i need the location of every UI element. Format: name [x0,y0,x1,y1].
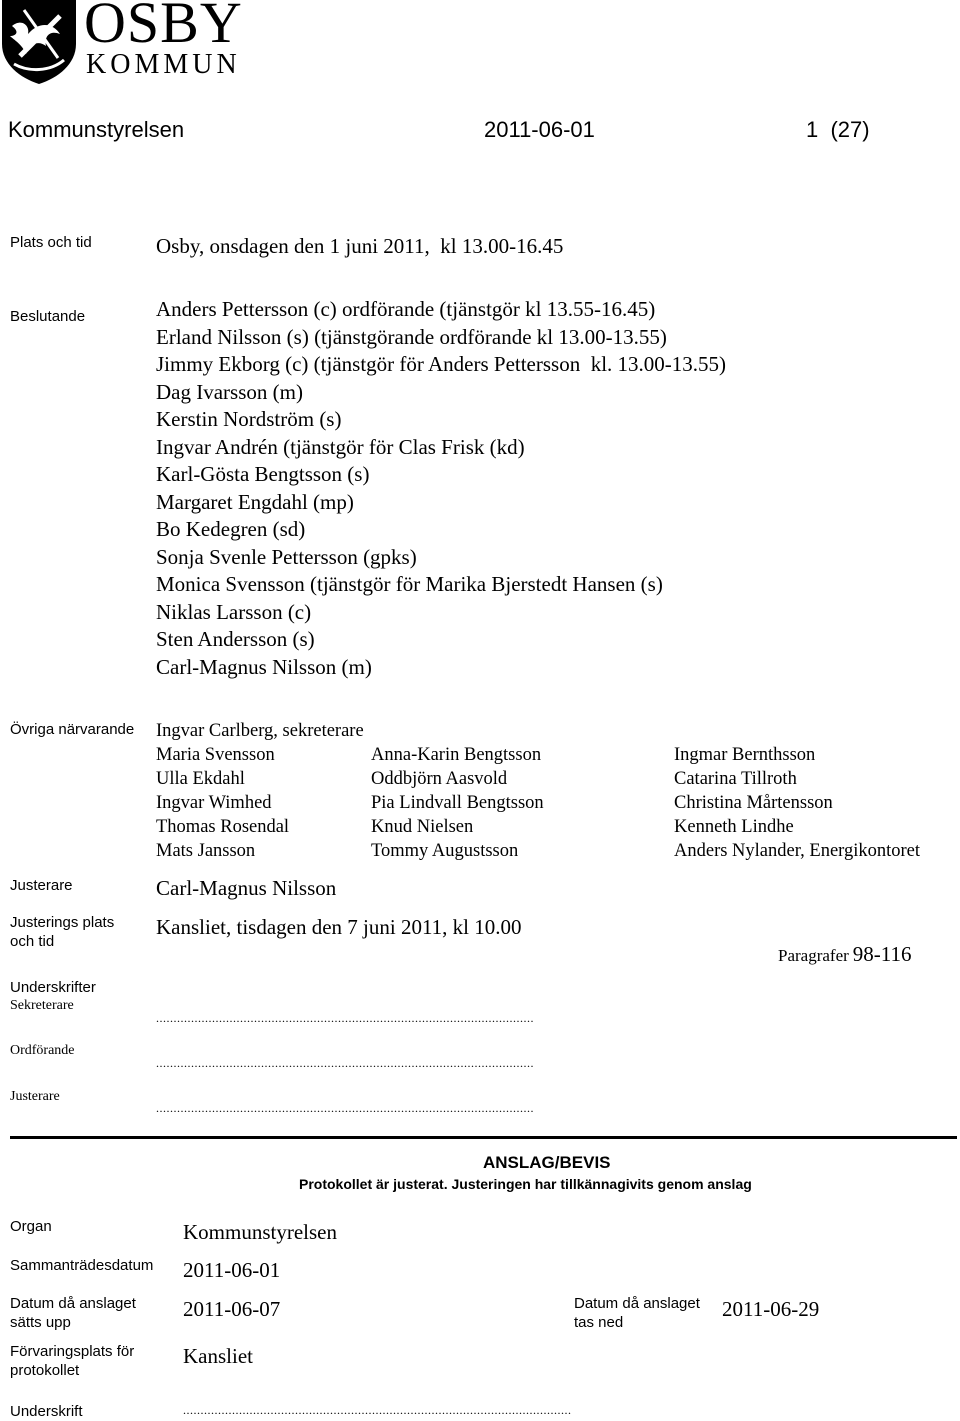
signature-adjuster-line: ............................................................................................................ [156,1101,534,1115]
others-name: Pia Lindvall Bengtsson [371,793,544,813]
others-present-block [156,719,920,863]
signature-adjuster-label: Justerare [10,1089,60,1104]
meeting-date-value: 2011-06-01 [183,1258,281,1282]
removed-date-label-2: tas ned [574,1314,624,1331]
adjust-place-label-1: Justerings plats [10,914,115,931]
decision-makers-label: Beslutande [10,308,86,325]
others-name: Anna-Karin Bengtsson [371,745,542,765]
signature-chair-label: Ordförande [10,1043,75,1058]
list-item: Carl-Magnus Nilsson (m) [156,654,372,679]
list-item: Niklas Larsson (c) [156,599,312,624]
coat-of-arms-icon [0,0,80,84]
anslag-subtitle: Protokollet är justerat. Justeringen har tillkännagivits genom anslag [299,1176,752,1192]
decision-makers-list [156,296,726,681]
header-page-number: 1 (27) [806,117,870,142]
table-row [156,767,920,791]
signatures-label: Underskrifter [10,979,96,996]
list-item: Monica Svensson (tjänstgör för Marika Bjerstedt Hansen (s) [156,572,663,596]
table-row [156,839,920,863]
others-name: Christina Mårtensson [674,793,833,813]
signature-chair-line: ............................................................................................................ [156,1056,534,1070]
posted-date-label-1: Datum då anslaget [10,1295,136,1312]
table-row [156,743,920,767]
header-date: 2011-06-01 [484,117,595,142]
storage-label-1: Förvaringsplats för [10,1343,135,1360]
list-item: Dag Ivarsson (m) [156,379,303,404]
adjuster-label: Justerare [10,877,73,894]
posted-date-label-2: sätts upp [10,1314,71,1331]
table-row [156,815,920,839]
list-item: Sten Andersson (s) [156,627,315,651]
paragraphs-value: 98-116 [852,942,912,966]
table-row [156,791,920,815]
others-name: Ingmar Bernthsson [674,745,816,765]
removed-date-value: 2011-06-29 [722,1297,820,1321]
logo-name: OSBY [84,0,243,55]
signature-line: ............................................................................................................... [183,1403,572,1417]
anslag-title: ANSLAG/BEVIS [483,1153,611,1172]
storage-value: Kansliet [183,1344,253,1368]
place-time-value: Osby, onsdagen den 1 juni 2011, kl 13.00-16.45 [156,234,564,258]
signature-label: Underskrift [10,1403,83,1420]
posted-date-value: 2011-06-07 [183,1297,281,1321]
list-item: Anders Pettersson (c) ordförande (tjänstgör kl 13.55-16.45) [156,297,656,321]
signature-secretary-line: ............................................................................................................ [156,1011,534,1025]
others-name: Mats Jansson [156,841,256,861]
paragraphs [778,942,912,967]
others-name: Kenneth Lindhe [674,817,794,837]
list-item: Erland Nilsson (s) (tjänstgörande ordförande kl 13.00-13.55) [156,324,667,349]
others-name: Ulla Ekdahl [156,769,245,789]
storage-label-2: protokollet [10,1362,80,1379]
osby-kommun-logo [0,0,243,82]
others-name: Thomas Rosendal [156,817,290,837]
adjuster-value: Carl-Magnus Nilsson [156,876,337,900]
list-item: Bo Kedegren (sd) [156,517,306,541]
others-name: Oddbjörn Aasvold [371,769,508,789]
others-name: Anders Nylander, Energikontoret [674,841,921,861]
organ-value: Kommunstyrelsen [183,1220,337,1244]
adjust-place-label-2: och tid [10,933,55,950]
list-item: Karl-Gösta Bengtsson (s) [156,462,370,486]
header-organ: Kommunstyrelsen [8,117,185,142]
adjust-place-value: Kansliet, tisdagen den 7 juni 2011, kl 10.00 [156,915,522,939]
removed-date-label-1: Datum då anslaget [574,1295,700,1312]
secretary-line: Ingvar Carlberg, sekreterare [156,721,364,741]
others-name: Catarina Tillroth [674,769,797,789]
signature-secretary-label: Sekreterare [10,998,74,1013]
others-name: Tommy Augustsson [371,841,519,861]
organ-label: Organ [10,1218,52,1235]
others-present-label: Övriga närvarande [10,721,135,738]
list-item: Margaret Engdahl (mp) [156,489,354,514]
meeting-date-label: Sammanträdesdatum [10,1257,154,1274]
logo-subtitle: KOMMUN [86,49,241,80]
divider [10,1136,957,1139]
list-item: Kerstin Nordström (s) [156,407,342,431]
list-item: Ingvar Andrén (tjänstgör för Clas Frisk (kd) [156,434,525,459]
list-item: Sonja Svenle Pettersson (gpks) [156,544,417,569]
place-time-label: Plats och tid [10,234,92,251]
paragraphs-label: Paragrafer [778,946,849,965]
others-name: Ingvar Wimhed [156,793,272,813]
others-name: Maria Svensson [156,745,275,765]
list-item: Jimmy Ekborg (c) (tjänstgör för Anders Pettersson kl. 13.00-13.55) [156,352,727,376]
others-name: Knud Nielsen [371,817,474,837]
